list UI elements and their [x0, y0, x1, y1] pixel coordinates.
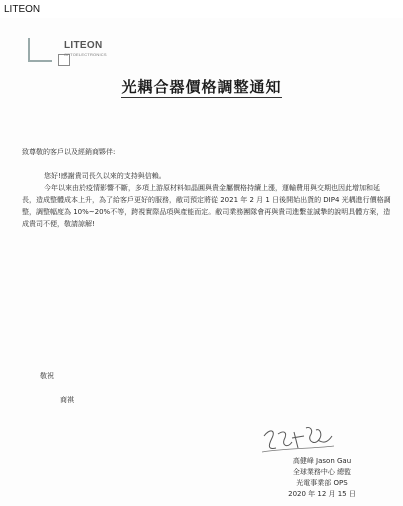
- closing-line-1: 敬祝: [40, 372, 54, 380]
- document-page: [0, 18, 403, 506]
- paragraph-2: 今年以來由於疫情影響不斷，多項上游原材料如晶圓與貴金屬價格持續上漲，運輸費用與交期也因此增加和延長，造成整體成本上升，為了給客戶更好的服務，敝司預定將從 2021 年 2 月 1 日後開始出貨的 DIP4 光耦進行價格調整，調整幅度為 10%~20%不等，跨視實際品項與產能而定。敝司業務團隊會再與貴司進繫並誠摯的說明具體方案，造成貴司不便，敬請諒解!: [22, 184, 391, 228]
- document-title-text: 光耦合器價格調整通知: [121, 78, 282, 96]
- signer-name: 高健峰 Jason Gau: [292, 457, 352, 465]
- document-date: 2020 年 12 月 15 日: [288, 490, 356, 498]
- signer-title: 全球業務中心 總監: [292, 468, 352, 476]
- handwritten-signature: [258, 418, 338, 458]
- logo-brand-text: LITEON: [64, 40, 103, 51]
- document-title: [0, 76, 403, 97]
- closing-line-2: 商祺: [60, 396, 74, 404]
- signer-department: 光電事業部 OPS: [296, 479, 348, 487]
- signature-block: [262, 456, 382, 500]
- company-logo: [28, 32, 148, 72]
- logo-frame-icon: [28, 38, 52, 62]
- paragraph-1: 您好!感謝貴司長久以來的支持與信賴。: [44, 172, 166, 180]
- window-title-bar: [0, 0, 403, 18]
- window-title: LITEON: [4, 4, 41, 15]
- logo-subtitle: OPTOELECTRONICS: [64, 52, 107, 57]
- greeting-line: 致尊敬的客戶以及經銷商夥伴:: [22, 148, 116, 156]
